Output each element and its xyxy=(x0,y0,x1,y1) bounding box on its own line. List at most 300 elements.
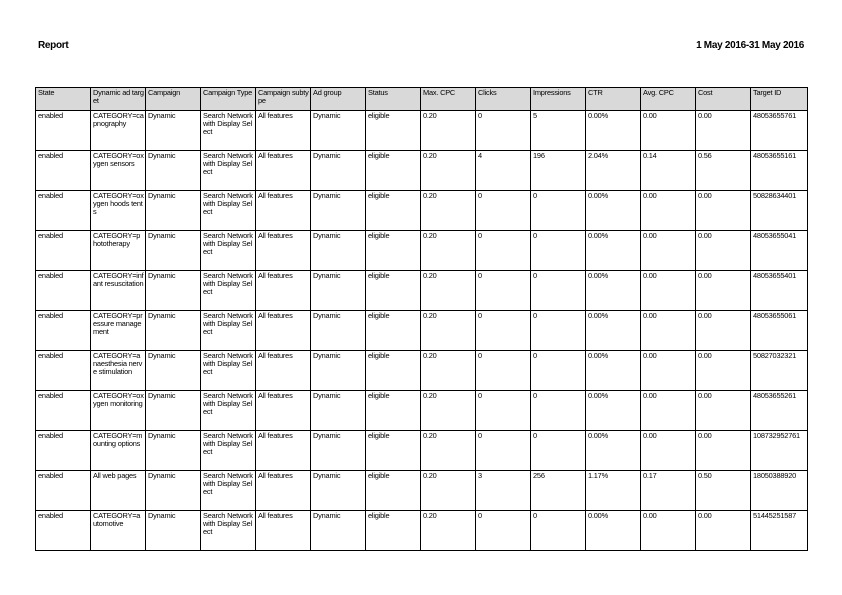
table-cell xyxy=(256,471,311,511)
table-cell xyxy=(366,151,421,191)
table-cell xyxy=(696,191,751,231)
cell-text: 0.56 xyxy=(698,152,712,160)
table-cell xyxy=(476,431,531,471)
cell-text: Search Network with Display Select xyxy=(203,352,253,376)
table-cell xyxy=(531,351,586,391)
table-cell xyxy=(256,511,311,551)
cell-text: 0.00 xyxy=(698,512,712,520)
table-row xyxy=(36,471,808,511)
cell-text: 0 xyxy=(478,192,482,200)
column-header: Avg. CPC xyxy=(641,88,696,111)
table-cell xyxy=(531,271,586,311)
table-cell xyxy=(751,351,808,391)
table-cell xyxy=(641,431,696,471)
cell-text: 0.20 xyxy=(423,232,437,240)
table-cell xyxy=(641,351,696,391)
cell-text: Search Network with Display Select xyxy=(203,232,253,256)
cell-text: 0 xyxy=(478,392,482,400)
table-cell xyxy=(476,271,531,311)
cell-text: 0 xyxy=(533,512,537,520)
column-header: Campaign subtype xyxy=(256,88,311,111)
cell-text: All features xyxy=(258,272,293,280)
column-header: Ad group xyxy=(311,88,366,111)
cell-text: enabled xyxy=(38,312,63,320)
cell-text: Dynamic xyxy=(148,472,176,480)
cell-text: eligible xyxy=(368,232,390,240)
cell-text: CATEGORY=oxygen monitoring xyxy=(93,392,144,408)
table-cell xyxy=(751,511,808,551)
cell-text: CATEGORY=infant resuscitation xyxy=(93,272,144,288)
cell-text: 0.00% xyxy=(588,352,608,360)
table-cell xyxy=(476,191,531,231)
table-cell xyxy=(751,431,808,471)
cell-text: CATEGORY=anaesthesia nerve stimulation xyxy=(93,352,143,376)
cell-text: 0.00% xyxy=(588,232,608,240)
column-header: State xyxy=(36,88,91,111)
table-cell xyxy=(311,271,366,311)
table-cell xyxy=(641,511,696,551)
column-header: Campaign xyxy=(146,88,201,111)
cell-text: 0.00 xyxy=(643,352,657,360)
table-cell xyxy=(366,191,421,231)
table-cell xyxy=(696,471,751,511)
cell-text: 48053655261 xyxy=(753,392,797,400)
cell-text: 50828634401 xyxy=(753,192,797,200)
cell-text: Search Network with Display Select xyxy=(203,272,253,296)
header-row xyxy=(36,88,808,111)
cell-text: Dynamic xyxy=(313,232,341,240)
table-cell xyxy=(366,511,421,551)
cell-text: 0 xyxy=(533,352,537,360)
table-cell xyxy=(201,351,256,391)
table-cell xyxy=(641,271,696,311)
cell-text: Search Network with Display Select xyxy=(203,432,253,456)
table-cell xyxy=(311,391,366,431)
table-cell xyxy=(751,311,808,351)
table-cell xyxy=(696,351,751,391)
table-cell xyxy=(586,431,641,471)
column-header: Max. CPC xyxy=(421,88,476,111)
cell-text: Dynamic xyxy=(313,152,341,160)
column-header: Cost xyxy=(696,88,751,111)
table-cell xyxy=(256,271,311,311)
table-cell xyxy=(36,111,91,151)
table-cell xyxy=(201,151,256,191)
cell-text: Dynamic xyxy=(148,352,176,360)
table-cell xyxy=(586,311,641,351)
table-cell xyxy=(146,111,201,151)
table-cell xyxy=(421,311,476,351)
table-cell xyxy=(311,511,366,551)
table-cell xyxy=(146,271,201,311)
cell-text: 0.00% xyxy=(588,112,608,120)
table-cell xyxy=(91,351,146,391)
table-row xyxy=(36,271,808,311)
table-cell xyxy=(91,191,146,231)
table-cell xyxy=(146,191,201,231)
cell-text: eligible xyxy=(368,472,390,480)
cell-text: 0.00 xyxy=(698,272,712,280)
table-cell xyxy=(531,511,586,551)
table-cell xyxy=(256,151,311,191)
table-cell xyxy=(256,191,311,231)
table-cell xyxy=(311,231,366,271)
table-cell xyxy=(641,391,696,431)
table-cell xyxy=(751,191,808,231)
table-cell xyxy=(696,151,751,191)
table-cell xyxy=(366,431,421,471)
table-cell xyxy=(146,471,201,511)
table-cell xyxy=(531,431,586,471)
table-cell xyxy=(751,471,808,511)
cell-text: 4 xyxy=(478,152,482,160)
cell-text: eligible xyxy=(368,192,390,200)
table-cell xyxy=(201,391,256,431)
table-cell xyxy=(476,471,531,511)
cell-text: 0.00 xyxy=(698,232,712,240)
report-date-range: 1 May 2016-31 May 2016 xyxy=(696,40,804,51)
table-cell xyxy=(256,431,311,471)
table-cell xyxy=(201,431,256,471)
table-cell xyxy=(476,151,531,191)
cell-text: 1.17% xyxy=(588,472,608,480)
column-header: Clicks xyxy=(476,88,531,111)
table-cell xyxy=(91,471,146,511)
table-cell xyxy=(146,351,201,391)
cell-text: 0.00 xyxy=(643,112,657,120)
cell-text: 0 xyxy=(533,232,537,240)
cell-text: 0.50 xyxy=(698,472,712,480)
cell-text: 0 xyxy=(533,392,537,400)
table-cell xyxy=(476,351,531,391)
table-cell xyxy=(421,271,476,311)
cell-text: All features xyxy=(258,152,293,160)
cell-text: 3 xyxy=(478,472,482,480)
table-cell xyxy=(256,391,311,431)
table-cell xyxy=(421,191,476,231)
cell-text: Search Network with Display Select xyxy=(203,472,253,496)
cell-text: 0.00% xyxy=(588,392,608,400)
table-cell xyxy=(201,511,256,551)
table-cell xyxy=(146,231,201,271)
table-cell xyxy=(91,311,146,351)
table-cell xyxy=(91,271,146,311)
cell-text: All features xyxy=(258,472,293,480)
table-cell xyxy=(586,351,641,391)
cell-text: All features xyxy=(258,352,293,360)
table-cell xyxy=(531,231,586,271)
cell-text: 0.00% xyxy=(588,512,608,520)
table-cell xyxy=(476,311,531,351)
table-cell xyxy=(36,351,91,391)
cell-text: 0.20 xyxy=(423,312,437,320)
cell-text: 108732952761 xyxy=(753,432,800,440)
cell-text: 0.00% xyxy=(588,192,608,200)
cell-text: eligible xyxy=(368,392,390,400)
table-cell xyxy=(751,391,808,431)
table-cell xyxy=(421,111,476,151)
cell-text: 48053655761 xyxy=(753,112,797,120)
table-cell xyxy=(531,311,586,351)
table-cell xyxy=(201,111,256,151)
cell-text: CATEGORY=oxygen sensors xyxy=(93,152,144,168)
table-cell xyxy=(36,511,91,551)
cell-text: 0.00 xyxy=(698,392,712,400)
table-header xyxy=(36,88,808,111)
cell-text: 0 xyxy=(533,432,537,440)
table-cell xyxy=(91,511,146,551)
table-cell xyxy=(366,471,421,511)
table-cell xyxy=(366,391,421,431)
table-cell xyxy=(201,471,256,511)
column-header: Target ID xyxy=(751,88,808,111)
cell-text: enabled xyxy=(38,472,63,480)
table-cell xyxy=(421,511,476,551)
table-cell xyxy=(586,471,641,511)
cell-text: eligible xyxy=(368,312,390,320)
cell-text: All features xyxy=(258,192,293,200)
table-cell xyxy=(751,111,808,151)
table-row xyxy=(36,511,808,551)
table-cell xyxy=(256,351,311,391)
table-cell xyxy=(531,391,586,431)
cell-text: 0.00 xyxy=(643,512,657,520)
cell-text: Dynamic xyxy=(148,232,176,240)
cell-text: CATEGORY=oxygen hoods tents xyxy=(93,192,144,216)
cell-text: enabled xyxy=(38,392,63,400)
table-cell xyxy=(421,431,476,471)
table-cell xyxy=(36,271,91,311)
cell-text: enabled xyxy=(38,152,63,160)
table-cell xyxy=(641,111,696,151)
cell-text: eligible xyxy=(368,272,390,280)
table-cell xyxy=(36,151,91,191)
table-cell xyxy=(91,111,146,151)
table-cell xyxy=(311,151,366,191)
cell-text: Search Network with Display Select xyxy=(203,192,253,216)
cell-text: CATEGORY=mounting options xyxy=(93,432,143,448)
column-header: Status xyxy=(366,88,421,111)
table-cell xyxy=(36,391,91,431)
table-cell xyxy=(36,431,91,471)
cell-text: 0 xyxy=(478,432,482,440)
cell-text: 0.00 xyxy=(643,272,657,280)
table-cell xyxy=(146,311,201,351)
cell-text: Dynamic xyxy=(148,192,176,200)
table-cell xyxy=(476,511,531,551)
cell-text: 0.20 xyxy=(423,152,437,160)
table-row xyxy=(36,311,808,351)
table-row xyxy=(36,391,808,431)
table-cell xyxy=(696,311,751,351)
cell-text: 0.20 xyxy=(423,472,437,480)
table-cell xyxy=(201,311,256,351)
table-cell xyxy=(366,111,421,151)
table-cell xyxy=(641,471,696,511)
report-table xyxy=(35,87,808,551)
cell-text: 2.04% xyxy=(588,152,608,160)
table-cell xyxy=(421,351,476,391)
cell-text: 0.00% xyxy=(588,272,608,280)
table-cell xyxy=(311,191,366,231)
table-body xyxy=(36,111,808,551)
cell-text: All features xyxy=(258,312,293,320)
table-cell xyxy=(641,311,696,351)
table-cell xyxy=(586,271,641,311)
table-cell xyxy=(91,231,146,271)
table-cell xyxy=(751,231,808,271)
cell-text: eligible xyxy=(368,112,390,120)
cell-text: 0.00 xyxy=(698,352,712,360)
cell-text: Dynamic xyxy=(313,352,341,360)
cell-text: Dynamic xyxy=(313,312,341,320)
table-cell xyxy=(421,471,476,511)
cell-text: enabled xyxy=(38,112,63,120)
cell-text: CATEGORY=automotive xyxy=(93,512,141,528)
cell-text: CATEGORY=phototherapy xyxy=(93,232,141,248)
cell-text: 0.00 xyxy=(643,392,657,400)
table-cell xyxy=(476,111,531,151)
cell-text: 0 xyxy=(478,352,482,360)
cell-text: Search Network with Display Select xyxy=(203,392,253,416)
table-cell xyxy=(421,391,476,431)
cell-text: eligible xyxy=(368,432,390,440)
table-row xyxy=(36,431,808,471)
table-cell xyxy=(146,431,201,471)
cell-text: Dynamic xyxy=(313,472,341,480)
cell-text: 18050388920 xyxy=(753,472,797,480)
cell-text: 0.20 xyxy=(423,112,437,120)
table-cell xyxy=(696,271,751,311)
cell-text: Dynamic xyxy=(148,152,176,160)
cell-text: enabled xyxy=(38,272,63,280)
table-cell xyxy=(586,511,641,551)
cell-text: 51445251587 xyxy=(753,512,797,520)
table-cell xyxy=(586,231,641,271)
cell-text: 0.00 xyxy=(698,192,712,200)
cell-text: 5 xyxy=(533,112,537,120)
table-cell xyxy=(146,391,201,431)
table-cell xyxy=(586,191,641,231)
table-cell xyxy=(201,231,256,271)
table-row xyxy=(36,191,808,231)
cell-text: Dynamic xyxy=(313,392,341,400)
column-header: CTR xyxy=(586,88,641,111)
cell-text: eligible xyxy=(368,152,390,160)
cell-text: 0.00 xyxy=(643,432,657,440)
table-cell xyxy=(91,151,146,191)
table-cell xyxy=(421,231,476,271)
cell-text: 0.20 xyxy=(423,392,437,400)
cell-text: 0.00 xyxy=(698,312,712,320)
table-row xyxy=(36,151,808,191)
table-cell xyxy=(531,191,586,231)
table-cell xyxy=(366,271,421,311)
cell-text: 0.20 xyxy=(423,512,437,520)
cell-text: 0.20 xyxy=(423,432,437,440)
table-row xyxy=(36,351,808,391)
cell-text: CATEGORY=pressure management xyxy=(93,312,143,336)
table-cell xyxy=(531,471,586,511)
cell-text: Dynamic xyxy=(313,272,341,280)
cell-text: Dynamic xyxy=(313,192,341,200)
table-cell xyxy=(311,471,366,511)
table-cell xyxy=(586,111,641,151)
cell-text: 50827032321 xyxy=(753,352,797,360)
table-cell xyxy=(586,151,641,191)
table-cell xyxy=(696,231,751,271)
table-cell xyxy=(91,431,146,471)
cell-text: eligible xyxy=(368,512,390,520)
cell-text: 48053655161 xyxy=(753,152,797,160)
table-cell xyxy=(696,391,751,431)
table-cell xyxy=(476,391,531,431)
table-cell xyxy=(531,151,586,191)
table-cell xyxy=(366,311,421,351)
table-cell xyxy=(641,231,696,271)
table-cell xyxy=(36,471,91,511)
cell-text: 0.00% xyxy=(588,312,608,320)
table-cell xyxy=(36,191,91,231)
cell-text: 48053655041 xyxy=(753,232,797,240)
table-cell xyxy=(641,151,696,191)
cell-text: 0.00 xyxy=(698,432,712,440)
cell-text: 256 xyxy=(533,472,545,480)
cell-text: All features xyxy=(258,232,293,240)
table-row xyxy=(36,111,808,151)
table-cell xyxy=(421,151,476,191)
cell-text: 0.00 xyxy=(643,192,657,200)
cell-text: All features xyxy=(258,512,293,520)
cell-text: 48053655061 xyxy=(753,312,797,320)
table-cell xyxy=(36,231,91,271)
cell-text: 0 xyxy=(478,512,482,520)
table-cell xyxy=(311,431,366,471)
table-cell xyxy=(696,511,751,551)
cell-text: 0.20 xyxy=(423,272,437,280)
cell-text: Search Network with Display Select xyxy=(203,312,253,336)
cell-text: 0 xyxy=(478,112,482,120)
cell-text: Search Network with Display Select xyxy=(203,512,253,536)
cell-text: Dynamic xyxy=(148,112,176,120)
column-header: Impressions xyxy=(531,88,586,111)
cell-text: Search Network with Display Select xyxy=(203,112,253,136)
cell-text: All features xyxy=(258,112,293,120)
table-cell xyxy=(256,111,311,151)
cell-text: All features xyxy=(258,392,293,400)
table-cell xyxy=(256,311,311,351)
cell-text: 196 xyxy=(533,152,545,160)
cell-text: 0 xyxy=(533,312,537,320)
cell-text: 0 xyxy=(533,192,537,200)
table-cell xyxy=(366,351,421,391)
cell-text: 48053655401 xyxy=(753,272,797,280)
table-cell xyxy=(311,311,366,351)
cell-text: 0.00 xyxy=(643,312,657,320)
table-cell xyxy=(751,151,808,191)
cell-text: 0.00% xyxy=(588,432,608,440)
column-header: Dynamic ad target xyxy=(91,88,146,111)
cell-text: Dynamic xyxy=(148,272,176,280)
table-cell xyxy=(696,431,751,471)
cell-text: enabled xyxy=(38,352,63,360)
cell-text: 0 xyxy=(478,272,482,280)
cell-text: Search Network with Display Select xyxy=(203,152,253,176)
table-row xyxy=(36,231,808,271)
cell-text: 0.00 xyxy=(698,112,712,120)
table-cell xyxy=(146,511,201,551)
cell-text: All web pages xyxy=(93,472,137,480)
